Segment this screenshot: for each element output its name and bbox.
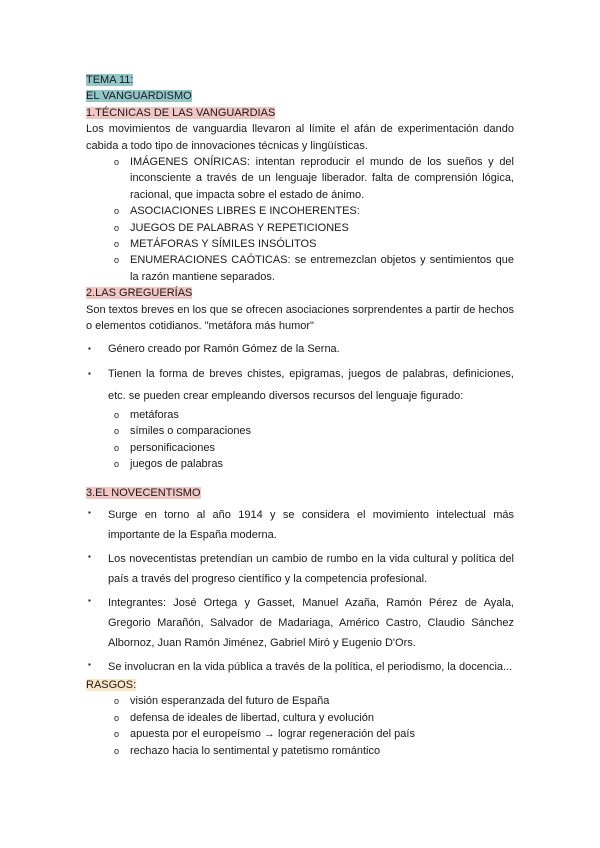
circle-bullet-icon: o: [114, 729, 120, 740]
list-item: o METÁFORAS Y SÍMILES INSÓLITOS: [86, 236, 514, 252]
list-item: o visión esperanzada del futuro de España: [86, 693, 514, 709]
circle-bullet-icon: o: [114, 745, 120, 756]
square-bullet-icon: ▪: [88, 368, 91, 378]
square-bullet-icon: ▪: [88, 551, 91, 561]
list-item: ▪ Surge en torno al año 1914 y se considera el movimiento intelectual más importante de la España moderna.: [86, 505, 514, 545]
circle-bullet-icon: o: [114, 255, 120, 266]
square-bullet-icon: ▪: [88, 595, 91, 605]
list-item: o juegos de palabras: [86, 456, 514, 472]
section-heading-tecnicas: 1.TÉCNICAS DE LAS VANGUARDIAS: [86, 106, 276, 119]
square-bullet-icon: ▪: [88, 343, 91, 353]
section-intro-tecnicas: Los movimientos de vanguardia llevaron al límite el afán de experimentación dando cabida a todo tipo de innovaciones técnicas y lingüísticas.: [86, 123, 514, 152]
square-bullet-icon: ▪: [88, 507, 91, 517]
circle-bullet-icon: o: [114, 239, 120, 250]
document-title: EL VANGUARDISMO: [86, 90, 192, 103]
list-item: ▪ Se involucran en la vida pública a través de la política, el periodismo, la docencia...: [86, 657, 514, 677]
circle-bullet-icon: o: [114, 426, 120, 437]
circle-bullet-icon: o: [114, 696, 120, 707]
list-item: o metáforas: [86, 407, 514, 423]
topic-number: TEMA 11:: [86, 74, 134, 86]
list-item: o símiles o comparaciones: [86, 423, 514, 439]
rasgos-label: RASGOS:: [86, 678, 137, 691]
list-item: o personificaciones: [86, 440, 514, 456]
list-item: ▪ Los novecentistas pretendían un cambio de rumbo en la vida cultural y política del país a través del progreso científico y la competencia profesional.: [86, 549, 514, 589]
list-item: o defensa de ideales de libertad, cultura y evolución: [86, 710, 514, 726]
list-item: ▪ Género creado por Ramón Gómez de la Serna.: [86, 341, 514, 357]
list-item: ▪ Integrantes: José Ortega y Gasset, Manuel Azaña, Ramón Pérez de Ayala, Gregorio Marañón, Salvador de Madariaga, Américo Castro, Claudio Sánchez Albornoz, Juan Ramón Jiménez, Gabriel Miró y Eugenio D'Ors.: [86, 593, 514, 653]
list-item: o ASOCIACIONES LIBRES E INCOHERENTES:: [86, 203, 514, 219]
list-item: ▪ Tienen la forma de breves chistes, epigramas, juegos de palabras, definiciones, etc. se pueden crear empleando diversos recursos del lenguaje figurado:: [86, 363, 514, 407]
square-bullet-icon: ▪: [88, 659, 91, 669]
section-intro-greguerias: Son textos breves en los que se ofrecen asociaciones sorprendentes a partir de hechos o elementos cotidianos. "metáfora más humor": [86, 303, 514, 333]
circle-bullet-icon: o: [114, 409, 120, 420]
circle-bullet-icon: o: [114, 459, 120, 470]
section-heading-novecentismo: 3.EL NOVECENTISMO: [86, 486, 201, 499]
circle-bullet-icon: o: [114, 712, 120, 723]
document-page: [86, 72, 514, 759]
list-item: o JUEGOS DE PALABRAS Y REPETICIONES: [86, 220, 514, 236]
circle-bullet-icon: o: [114, 222, 120, 233]
circle-bullet-icon: o: [114, 157, 120, 168]
circle-bullet-icon: o: [114, 206, 120, 217]
circle-bullet-icon: o: [114, 442, 120, 453]
list-item: o ENUMERACIONES CAÓTICAS: se entremezclan objetos y sentimientos que la razón mantiene separados.: [114, 254, 514, 283]
list-item: o apuesta por el europeísmo → lograr regeneración del país: [86, 726, 514, 742]
list-item: o IMÁGENES ONÍRICAS: intentan reproducir el mundo de los sueños y del inconsciente a través de un lenguaje liberador. falta de comprensión lógica, racional, que impacta sobre el estado de ánimo.: [114, 156, 514, 201]
section-heading-greguerias: 2.LAS GREGUERÍAS: [86, 287, 193, 300]
list-item: o rechazo hacia lo sentimental y patetismo romántico: [86, 743, 514, 759]
